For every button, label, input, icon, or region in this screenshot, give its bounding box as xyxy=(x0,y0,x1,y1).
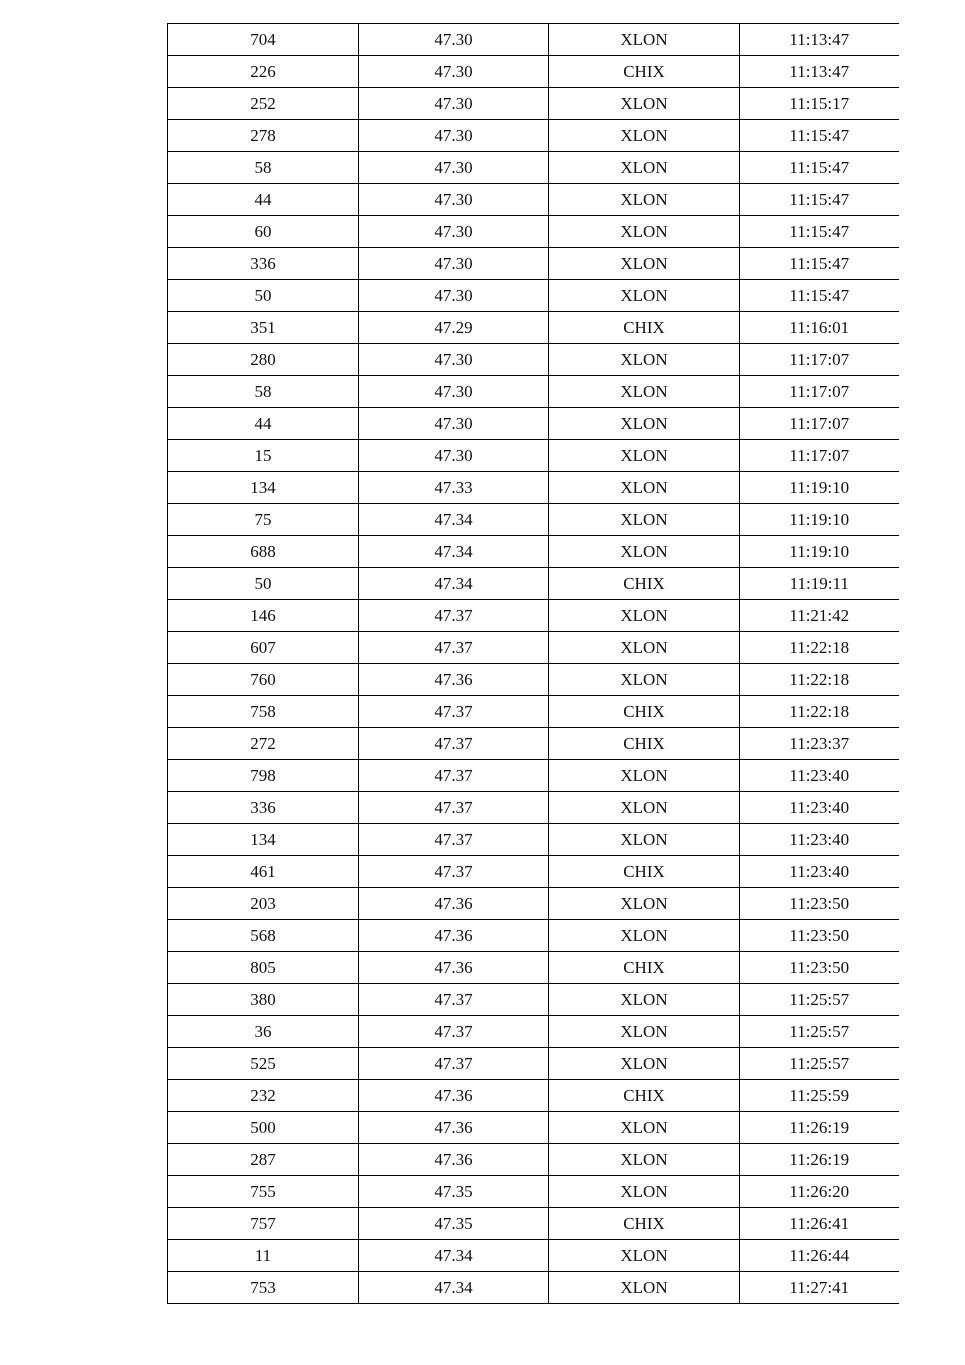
venue-cell: CHIX xyxy=(549,1208,740,1240)
volume-cell: 36 xyxy=(168,1016,359,1048)
price-cell: 47.37 xyxy=(359,1048,549,1080)
price-cell: 47.30 xyxy=(359,376,549,408)
venue-cell: XLON xyxy=(549,760,740,792)
volume-cell: 758 xyxy=(168,696,359,728)
volume-cell: 203 xyxy=(168,888,359,920)
price-cell: 47.33 xyxy=(359,472,549,504)
table-row xyxy=(168,216,899,248)
table-row xyxy=(168,568,899,600)
venue-cell: CHIX xyxy=(549,696,740,728)
venue-cell: XLON xyxy=(549,1016,740,1048)
volume-cell: 753 xyxy=(168,1272,359,1304)
table-row xyxy=(168,984,899,1016)
time-cell: 11:16:01 xyxy=(740,312,899,344)
table-row xyxy=(168,344,899,376)
volume-cell: 607 xyxy=(168,632,359,664)
time-cell: 11:26:44 xyxy=(740,1240,899,1272)
price-cell: 47.30 xyxy=(359,152,549,184)
venue-cell: XLON xyxy=(549,664,740,696)
price-cell: 47.30 xyxy=(359,344,549,376)
time-cell: 11:26:41 xyxy=(740,1208,899,1240)
venue-cell: XLON xyxy=(549,472,740,504)
volume-cell: 15 xyxy=(168,440,359,472)
volume-cell: 278 xyxy=(168,120,359,152)
volume-cell: 252 xyxy=(168,88,359,120)
table-row xyxy=(168,760,899,792)
time-cell: 11:22:18 xyxy=(740,696,899,728)
table-row xyxy=(168,1144,899,1176)
venue-cell: XLON xyxy=(549,216,740,248)
volume-cell: 44 xyxy=(168,184,359,216)
table-row xyxy=(168,1112,899,1144)
trades-table-container xyxy=(167,23,898,1304)
time-cell: 11:15:47 xyxy=(740,280,899,312)
table-row xyxy=(168,536,899,568)
volume-cell: 226 xyxy=(168,56,359,88)
price-cell: 47.36 xyxy=(359,664,549,696)
table-row xyxy=(168,1240,899,1272)
volume-cell: 757 xyxy=(168,1208,359,1240)
venue-cell: XLON xyxy=(549,1144,740,1176)
price-cell: 47.36 xyxy=(359,1112,549,1144)
price-cell: 47.30 xyxy=(359,88,549,120)
volume-cell: 805 xyxy=(168,952,359,984)
price-cell: 47.37 xyxy=(359,728,549,760)
table-row xyxy=(168,664,899,696)
table-row xyxy=(168,280,899,312)
time-cell: 11:19:10 xyxy=(740,504,899,536)
volume-cell: 50 xyxy=(168,568,359,600)
time-cell: 11:23:37 xyxy=(740,728,899,760)
time-cell: 11:17:07 xyxy=(740,440,899,472)
table-row xyxy=(168,632,899,664)
table-row xyxy=(168,312,899,344)
volume-cell: 134 xyxy=(168,824,359,856)
volume-cell: 232 xyxy=(168,1080,359,1112)
table-row xyxy=(168,24,899,56)
price-cell: 47.30 xyxy=(359,440,549,472)
venue-cell: XLON xyxy=(549,824,740,856)
time-cell: 11:23:40 xyxy=(740,824,899,856)
volume-cell: 134 xyxy=(168,472,359,504)
time-cell: 11:17:07 xyxy=(740,376,899,408)
time-cell: 11:23:50 xyxy=(740,920,899,952)
price-cell: 47.37 xyxy=(359,632,549,664)
table-row xyxy=(168,1048,899,1080)
volume-cell: 287 xyxy=(168,1144,359,1176)
volume-cell: 75 xyxy=(168,504,359,536)
time-cell: 11:15:47 xyxy=(740,248,899,280)
table-row xyxy=(168,600,899,632)
price-cell: 47.37 xyxy=(359,760,549,792)
venue-cell: XLON xyxy=(549,24,740,56)
time-cell: 11:19:10 xyxy=(740,536,899,568)
venue-cell: XLON xyxy=(549,984,740,1016)
price-cell: 47.29 xyxy=(359,312,549,344)
price-cell: 47.36 xyxy=(359,952,549,984)
price-cell: 47.36 xyxy=(359,1080,549,1112)
volume-cell: 380 xyxy=(168,984,359,1016)
price-cell: 47.30 xyxy=(359,216,549,248)
time-cell: 11:23:40 xyxy=(740,760,899,792)
table-row xyxy=(168,88,899,120)
table-row xyxy=(168,440,899,472)
volume-cell: 336 xyxy=(168,248,359,280)
table-row xyxy=(168,952,899,984)
table-row xyxy=(168,472,899,504)
time-cell: 11:22:18 xyxy=(740,664,899,696)
volume-cell: 568 xyxy=(168,920,359,952)
table-row xyxy=(168,152,899,184)
time-cell: 11:19:11 xyxy=(740,568,899,600)
table-row xyxy=(168,1272,899,1304)
volume-cell: 500 xyxy=(168,1112,359,1144)
price-cell: 47.37 xyxy=(359,1016,549,1048)
table-row xyxy=(168,184,899,216)
time-cell: 11:15:47 xyxy=(740,120,899,152)
price-cell: 47.30 xyxy=(359,408,549,440)
table-row xyxy=(168,824,899,856)
volume-cell: 755 xyxy=(168,1176,359,1208)
table-row xyxy=(168,56,899,88)
venue-cell: XLON xyxy=(549,1176,740,1208)
volume-cell: 688 xyxy=(168,536,359,568)
time-cell: 11:13:47 xyxy=(740,56,899,88)
price-cell: 47.36 xyxy=(359,920,549,952)
price-cell: 47.37 xyxy=(359,824,549,856)
venue-cell: XLON xyxy=(549,1272,740,1304)
venue-cell: XLON xyxy=(549,888,740,920)
venue-cell: CHIX xyxy=(549,312,740,344)
venue-cell: CHIX xyxy=(549,728,740,760)
table-row xyxy=(168,376,899,408)
price-cell: 47.34 xyxy=(359,1240,549,1272)
table-row xyxy=(168,888,899,920)
volume-cell: 525 xyxy=(168,1048,359,1080)
time-cell: 11:23:40 xyxy=(740,792,899,824)
table-row xyxy=(168,728,899,760)
price-cell: 47.34 xyxy=(359,536,549,568)
time-cell: 11:15:47 xyxy=(740,184,899,216)
price-cell: 47.35 xyxy=(359,1208,549,1240)
table-row xyxy=(168,120,899,152)
venue-cell: XLON xyxy=(549,408,740,440)
volume-cell: 44 xyxy=(168,408,359,440)
venue-cell: XLON xyxy=(549,120,740,152)
volume-cell: 798 xyxy=(168,760,359,792)
time-cell: 11:26:20 xyxy=(740,1176,899,1208)
price-cell: 47.30 xyxy=(359,248,549,280)
price-cell: 47.30 xyxy=(359,184,549,216)
venue-cell: XLON xyxy=(549,88,740,120)
price-cell: 47.34 xyxy=(359,1272,549,1304)
volume-cell: 760 xyxy=(168,664,359,696)
table-row xyxy=(168,792,899,824)
volume-cell: 272 xyxy=(168,728,359,760)
venue-cell: CHIX xyxy=(549,856,740,888)
venue-cell: XLON xyxy=(549,344,740,376)
price-cell: 47.30 xyxy=(359,56,549,88)
price-cell: 47.36 xyxy=(359,1144,549,1176)
venue-cell: XLON xyxy=(549,600,740,632)
time-cell: 11:17:07 xyxy=(740,344,899,376)
trades-table xyxy=(167,23,899,1304)
time-cell: 11:26:19 xyxy=(740,1112,899,1144)
table-row xyxy=(168,1208,899,1240)
table-row xyxy=(168,504,899,536)
price-cell: 47.35 xyxy=(359,1176,549,1208)
price-cell: 47.37 xyxy=(359,856,549,888)
volume-cell: 280 xyxy=(168,344,359,376)
price-cell: 47.37 xyxy=(359,984,549,1016)
table-row xyxy=(168,408,899,440)
time-cell: 11:23:40 xyxy=(740,856,899,888)
time-cell: 11:25:59 xyxy=(740,1080,899,1112)
price-cell: 47.30 xyxy=(359,120,549,152)
volume-cell: 461 xyxy=(168,856,359,888)
volume-cell: 58 xyxy=(168,152,359,184)
table-row xyxy=(168,1176,899,1208)
time-cell: 11:17:07 xyxy=(740,408,899,440)
venue-cell: XLON xyxy=(549,280,740,312)
venue-cell: CHIX xyxy=(549,1080,740,1112)
venue-cell: XLON xyxy=(549,536,740,568)
venue-cell: XLON xyxy=(549,632,740,664)
time-cell: 11:25:57 xyxy=(740,984,899,1016)
volume-cell: 50 xyxy=(168,280,359,312)
price-cell: 47.37 xyxy=(359,600,549,632)
time-cell: 11:26:19 xyxy=(740,1144,899,1176)
venue-cell: XLON xyxy=(549,184,740,216)
venue-cell: XLON xyxy=(549,1240,740,1272)
table-row xyxy=(168,920,899,952)
volume-cell: 351 xyxy=(168,312,359,344)
time-cell: 11:23:50 xyxy=(740,888,899,920)
price-cell: 47.30 xyxy=(359,280,549,312)
venue-cell: XLON xyxy=(549,376,740,408)
venue-cell: XLON xyxy=(549,1112,740,1144)
trades-table-body xyxy=(168,24,899,1304)
time-cell: 11:21:42 xyxy=(740,600,899,632)
price-cell: 47.30 xyxy=(359,24,549,56)
time-cell: 11:23:50 xyxy=(740,952,899,984)
venue-cell: XLON xyxy=(549,792,740,824)
volume-cell: 60 xyxy=(168,216,359,248)
venue-cell: CHIX xyxy=(549,952,740,984)
time-cell: 11:15:47 xyxy=(740,216,899,248)
time-cell: 11:22:18 xyxy=(740,632,899,664)
volume-cell: 146 xyxy=(168,600,359,632)
table-row xyxy=(168,248,899,280)
venue-cell: XLON xyxy=(549,248,740,280)
volume-cell: 58 xyxy=(168,376,359,408)
price-cell: 47.34 xyxy=(359,568,549,600)
time-cell: 11:27:41 xyxy=(740,1272,899,1304)
venue-cell: CHIX xyxy=(549,568,740,600)
venue-cell: CHIX xyxy=(549,56,740,88)
time-cell: 11:25:57 xyxy=(740,1048,899,1080)
volume-cell: 336 xyxy=(168,792,359,824)
table-row xyxy=(168,696,899,728)
volume-cell: 11 xyxy=(168,1240,359,1272)
table-row xyxy=(168,1016,899,1048)
venue-cell: XLON xyxy=(549,504,740,536)
time-cell: 11:15:47 xyxy=(740,152,899,184)
table-row xyxy=(168,1080,899,1112)
price-cell: 47.37 xyxy=(359,696,549,728)
time-cell: 11:15:17 xyxy=(740,88,899,120)
time-cell: 11:13:47 xyxy=(740,24,899,56)
volume-cell: 704 xyxy=(168,24,359,56)
time-cell: 11:19:10 xyxy=(740,472,899,504)
venue-cell: XLON xyxy=(549,440,740,472)
venue-cell: XLON xyxy=(549,1048,740,1080)
venue-cell: XLON xyxy=(549,920,740,952)
venue-cell: XLON xyxy=(549,152,740,184)
table-row xyxy=(168,856,899,888)
price-cell: 47.37 xyxy=(359,792,549,824)
price-cell: 47.36 xyxy=(359,888,549,920)
price-cell: 47.34 xyxy=(359,504,549,536)
time-cell: 11:25:57 xyxy=(740,1016,899,1048)
